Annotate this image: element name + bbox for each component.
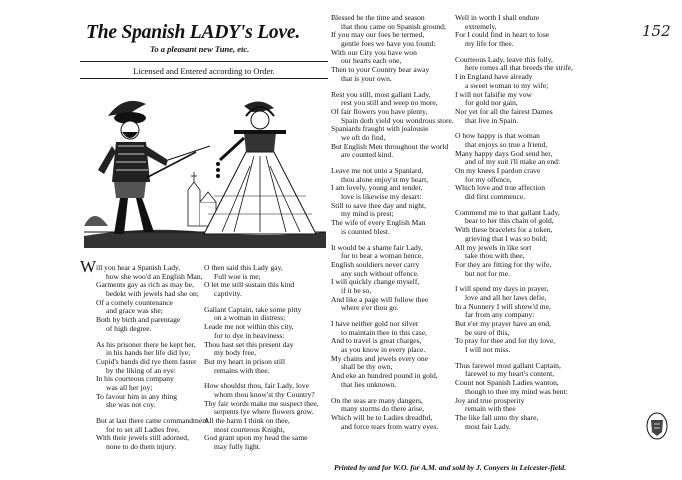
verse-line: O let me still sustain this kind — [204, 280, 295, 290]
verse-line: But English Men throughout the world — [331, 141, 449, 151]
folio-number: 152 — [642, 22, 671, 40]
verse-line: take thou with thee, — [465, 251, 525, 261]
verse-line: our hearts each one, — [341, 56, 402, 66]
column-1a — [96, 264, 208, 452]
verse-line: that lies unknown. — [341, 379, 397, 389]
verse-line: I will not falsifie my vow — [455, 89, 532, 99]
verse-line: Well in worth I shall endure — [455, 13, 540, 22]
verse-line: thou alone enjoy'st my heart, — [341, 174, 429, 184]
verse-line: O how happy is that woman — [455, 131, 540, 141]
verse-line: As his prisoner there he kept her, — [96, 339, 196, 349]
verse-line: and grace was she; — [106, 306, 163, 316]
verse-line: was all her joy; — [106, 382, 153, 392]
verse-line: I will spend my days in prayer, — [455, 284, 549, 294]
verse-line: shall be thy own, — [341, 362, 393, 372]
verse-line: for gold nor gain, — [465, 98, 518, 108]
verse-line: Of a comely countenance — [96, 297, 173, 307]
verse-line: And like a page will follow thee — [331, 294, 429, 304]
library-seal-icon — [646, 412, 668, 440]
ballad-title: The Spanish LADY's Love. — [86, 22, 301, 43]
verse-line: to maintain thee in this case, — [341, 327, 427, 337]
verse-line: But e'er my prayer have an end, — [455, 319, 551, 328]
verse-line: And eke an hundred pound in gold, — [331, 371, 438, 381]
verse-line: To favour him in any thing — [96, 391, 178, 401]
verse-line: my mind is prest; — [341, 209, 394, 219]
verse-line: farewel to my heart's content, — [465, 369, 555, 379]
verse-line: The like fall unto thy share, — [455, 412, 539, 422]
verse-line: Of fair flowers you have plenty, — [331, 106, 428, 116]
verse-line: in his hands her life did lye; — [106, 348, 191, 358]
column-3 — [455, 14, 573, 431]
verse-line: that is your own. — [341, 73, 392, 83]
verse-line: be sure of this, — [465, 327, 510, 337]
verse-line: and force tears from watry eyes. — [341, 421, 439, 431]
verse-line: love is likewise my desart: — [341, 192, 422, 202]
verse-line: With our City you have won — [331, 47, 417, 57]
verse-line: But at last there came commandment — [96, 416, 209, 425]
verse-line: captivity. — [214, 289, 242, 299]
verse-line: as you know in every place. — [341, 345, 426, 355]
verse-line: The wife of every English Man — [331, 218, 426, 228]
verse-line: Rest you still, most gallant Lady, — [331, 89, 431, 99]
verse-line: rest you still and weep no more, — [341, 98, 438, 108]
verse-line: she was not coy. — [106, 400, 156, 410]
verse-line: grieving that I was so bold; — [465, 233, 548, 243]
verse-line: Still to save thee day and night, — [331, 200, 426, 210]
verse-line: on a woman in distress; — [214, 313, 286, 323]
verse-line: here romes all that breeds the strife, — [465, 63, 573, 73]
verse-line: I have neither gold nor silver — [331, 319, 419, 328]
verse-line: Cupid's bands did tye them faster — [96, 356, 197, 366]
verse-line: my life for thee. — [465, 39, 514, 49]
verse-line: though to thee my mind was bent: — [465, 386, 568, 396]
verse-line: It would be a shame fair Lady, — [331, 242, 423, 252]
rule-top — [80, 61, 328, 62]
verse-line: for to set all Ladies free, — [106, 424, 180, 434]
verse-line: remain with thee — [465, 404, 516, 414]
verse-line: serpents lye where flowers grow. — [214, 407, 314, 417]
verse-line: In a Nunnery I will shrew'd me, — [455, 301, 551, 311]
verse-line: Then to your Country bear away — [331, 65, 430, 75]
verse-line: If you may our foes be termed, — [331, 30, 425, 40]
verse-line: my body free, — [214, 348, 257, 358]
verse-line: My chains and jewels every one — [331, 353, 429, 363]
verse-line: how she woo'd an English Man, — [106, 271, 203, 281]
verse-line: Spain doth yield you wondrous store. — [341, 115, 454, 125]
licensed-line: Licensed and Entered according to Order. — [133, 66, 275, 76]
verse-line: To pray for thee and for thy love, — [455, 336, 556, 346]
verse-line: Which love and true affection — [455, 183, 545, 193]
verse-line: Which will be to Ladies dreadful, — [331, 412, 433, 422]
verse-line: Leade me not within this city, — [204, 322, 294, 332]
verse-line: Thus farewel most gallant Captain, — [455, 360, 561, 370]
verse-line: if it be so, — [341, 285, 372, 295]
verse-line: a sweet woman to my wife; — [465, 80, 549, 90]
verse-line: I am lovely, young and tender, — [331, 183, 423, 193]
verse-line: Blessed be the time and season — [331, 13, 425, 22]
verse-line: God grant upon my head the same — [204, 433, 308, 443]
verse-line: by the liking of an eye: — [106, 365, 176, 375]
verse-line: Gallant Captain, take some pitty — [204, 304, 302, 314]
verse-line: But my heart in prison still — [204, 356, 286, 366]
verse-line: ill you hear a Spanish Lady, — [96, 263, 181, 272]
verse-line: Nor yet for all the fairest Dames — [455, 106, 553, 116]
verse-line: Count not Spanish Ladies wanton, — [455, 378, 559, 388]
verse-line: O then said this Lady gay, — [204, 263, 283, 272]
verse-line: How shouldst thou, fair Lady, love — [204, 381, 309, 391]
verse-line: Joy and true prosperity — [455, 395, 525, 405]
verse-line: that enjoys so true a friend, — [465, 139, 548, 149]
verse-line: Many happy days God send her, — [455, 148, 553, 158]
verse-line: And to travel is great charges, — [331, 336, 422, 346]
verse-line: love and all her laws defie, — [465, 292, 547, 302]
verse-line: for to bear a woman hence, — [341, 251, 424, 261]
verse-line: Thy fair words make me suspect thee, — [204, 398, 319, 408]
verse-line: is counted blest. — [341, 226, 390, 236]
verse-line: none to do them injury. — [106, 442, 177, 452]
verse-line: any such without offence. — [341, 268, 419, 278]
verse-line: most fair Lady. — [465, 421, 511, 431]
verse-line: All my jewels in like sort — [455, 242, 532, 252]
verse-line: bear to her this chain of gold, — [465, 216, 554, 226]
verse-line: but not for me. — [465, 268, 510, 278]
verse-line: Courteous Lady, leave this folly, — [455, 54, 553, 64]
verse-line: Garments gay as rich as may be, — [96, 280, 194, 290]
verse-line: bedekt with jewels had she on; — [106, 289, 199, 299]
verse-line: On the seas are many dangers, — [331, 395, 423, 405]
verse-line: Spaniards fraught with jealousie — [331, 124, 429, 134]
rule-bottom — [80, 78, 328, 79]
verse-line: of high degree. — [106, 323, 152, 333]
verse-line: for my offence, — [465, 174, 512, 184]
verse-line: Commend me to that gallant Lady, — [455, 207, 560, 217]
verse-line: English souldiers never carry — [331, 259, 420, 269]
verse-line: I will quickly change myself, — [331, 277, 420, 287]
verse-line: I in England have already — [455, 72, 533, 82]
verse-line: remains with thee. — [214, 365, 270, 375]
verse-line: may fully light. — [214, 442, 261, 452]
verse-line: where e'er thou go. — [341, 303, 399, 313]
verse-line: I will not miss. — [465, 345, 511, 355]
verse-line: are counted kind. — [341, 150, 394, 160]
verse-line: Full woe is me; — [214, 271, 261, 281]
verse-line: that live in Spain. — [465, 115, 519, 125]
verse-line: For they are fitting for thy wife, — [455, 259, 552, 269]
verse-line: far from any company: — [465, 310, 535, 320]
verse-line: On my knees I pardon crave — [455, 166, 541, 175]
printer-imprint: Printed by and for W.O. for A.M. and sold by J. Conyers in Leicester-field. — [334, 463, 567, 472]
verse-line: and of my suit i'll make an end: — [465, 157, 561, 167]
verse-line: most courteous Knight, — [214, 424, 285, 434]
verse-line: For I could find in heart to lose — [455, 30, 550, 40]
verse-line: that thou came on Spanish ground; — [341, 21, 447, 31]
verse-line: With their jewels still adorned, — [96, 433, 189, 443]
verse-line: Both by birth and parentage — [96, 315, 181, 325]
column-1b — [204, 264, 319, 452]
verse-line: All the harm I think on thee, — [204, 416, 290, 425]
verse-line: for to dye in heaviness: — [214, 330, 285, 340]
verse-line: whom thou know'st thy Country? — [214, 389, 315, 399]
verse-line: many storms do there arise, — [341, 404, 425, 414]
ballad-subtitle: To a pleasant new Tune, etc. — [150, 44, 250, 54]
verse-line: Thou hast set this present day — [204, 339, 294, 349]
verse-line: Leave me not unto a Spaniard, — [331, 166, 424, 175]
lady-figure — [204, 101, 316, 234]
verse-line: did first commence. — [465, 192, 526, 202]
woodcut-illustration — [84, 86, 326, 248]
verse-line: In his courteous company — [96, 374, 174, 384]
verse-line: gentle foes we have you found: — [341, 39, 436, 49]
drop-capital: W — [80, 257, 97, 276]
verse-line: we oft do find, — [341, 132, 386, 142]
column-2 — [331, 14, 454, 431]
verse-line: extremely, — [465, 21, 497, 31]
verse-line: With these bracelets for a token, — [455, 225, 553, 235]
